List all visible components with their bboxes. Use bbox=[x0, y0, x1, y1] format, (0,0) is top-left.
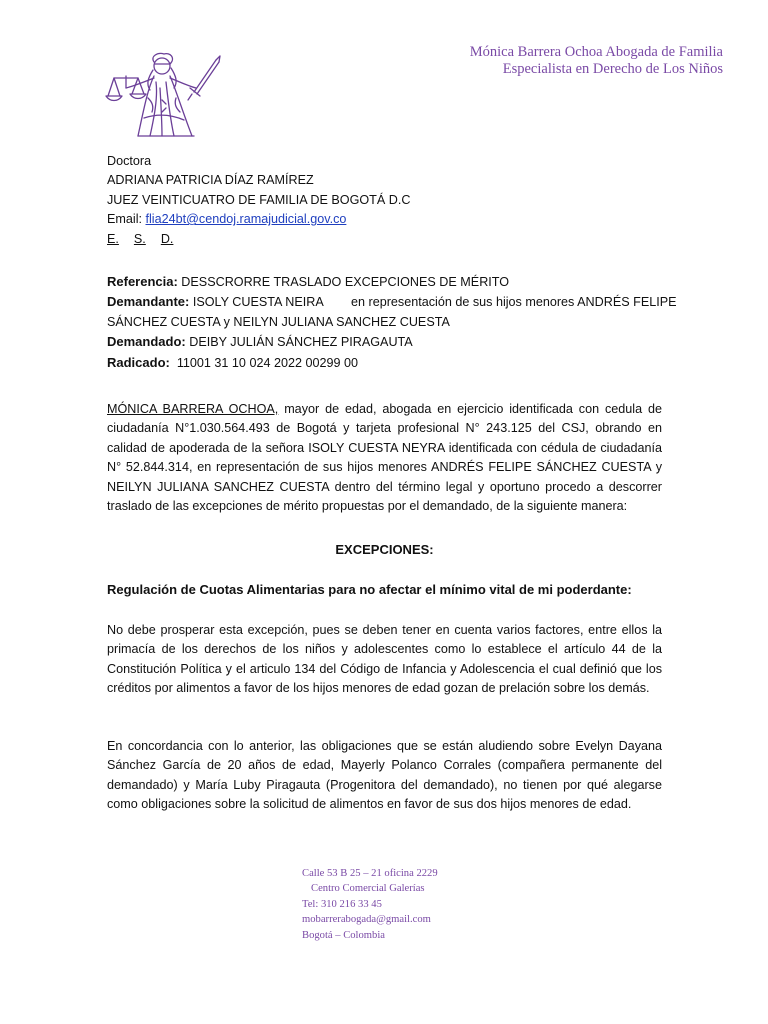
exception-subheading: Regulación de Cuotas Alimentarias para no afectar el mínimo vital de mi poderdante: bbox=[107, 582, 632, 597]
case-number-label: Radicado: bbox=[107, 354, 170, 370]
letterhead-specialty: Especialista en Derecho de Los Niños bbox=[502, 61, 723, 77]
footer-city: Bogotá – Colombia bbox=[302, 929, 385, 941]
intro-lead-name: MÓNICA BARRERA OCHOA, bbox=[107, 402, 279, 416]
esd-s: S. bbox=[133, 231, 146, 246]
case-number-row bbox=[107, 353, 662, 373]
plaintiff-label: Demandante: bbox=[107, 294, 190, 310]
email-label: Email: bbox=[107, 212, 146, 227]
court-name: JUEZ VEINTICUATRO DE FAMILIA DE BOGOTÁ D.C bbox=[107, 192, 411, 207]
footer-mall: Centro Comercial Galerías bbox=[311, 883, 425, 895]
footer-phone: Tel: 310 216 33 45 bbox=[302, 898, 382, 910]
esd-e: E. bbox=[107, 231, 119, 246]
addressee-block bbox=[107, 152, 662, 249]
salutation: Doctora bbox=[107, 154, 152, 168]
letterhead-name: Mónica Barrera Ochoa Abogada de Familia bbox=[469, 44, 723, 60]
defendant-row bbox=[107, 332, 662, 352]
reference-block bbox=[107, 272, 677, 373]
plaintiff-row-cont: SÁNCHEZ CUESTA y NEILYN JULIANA SANCHEZ CUESTA bbox=[107, 314, 450, 329]
reference-row bbox=[107, 272, 662, 292]
judge-name: ADRIANA PATRICIA DÍAZ RAMÍREZ bbox=[107, 173, 314, 188]
esd-line bbox=[107, 230, 662, 249]
footer-contact bbox=[302, 866, 438, 943]
plaintiff-row bbox=[107, 292, 677, 312]
reference-label: Referencia: bbox=[107, 274, 178, 289]
letterhead bbox=[470, 44, 723, 78]
paragraph-one: No debe prosperar esta excepción, pues se deben tener en cuenta varios factores, entre ellos la primacía de los derechos de los niños y adolescentes como lo establece el artículo 44 de la Constitución Política y el articulo 134 del Código de Infancia y Adolescencia el cual definió que los créditos por alimentos a favor de los hijos menores de edad gozan de prelación sobre los demás. bbox=[107, 623, 662, 696]
footer-email[interactable]: mobarrerabogada@gmail.com bbox=[302, 914, 431, 926]
email-line bbox=[107, 210, 662, 229]
defendant-label: Demandado: bbox=[107, 334, 186, 350]
paragraph-two: En concordancia con lo anterior, las obligaciones que se están aludiendo sobre Evelyn Dayana Sánchez García de 20 años de edad, Mayerly Polanco Corrales (compañera permanente del demandado) y María Luby Piragauta (Progenitora del demandado), no tienen por qué alegarse como obligaciones sobre la solicitud de alimentos en favor de sus dos hijos menores de edad. bbox=[107, 739, 662, 812]
court-email-link[interactable]: flia24bt@cendoj.ramajudicial.gov.co bbox=[145, 212, 347, 227]
reference-value: DESSCRORRE TRASLADO EXCEPCIONES DE MÉRITO bbox=[177, 275, 510, 289]
footer-address: Calle 53 B 25 – 21 oficina 2229 bbox=[302, 868, 438, 879]
intro-paragraph bbox=[107, 400, 662, 516]
section-title: EXCEPCIONES: bbox=[335, 542, 434, 557]
case-number-value: 11001 31 10 024 2022 00299 00 bbox=[169, 355, 358, 370]
plaintiff-value: ISOLY CUESTA NEIRA en representación de sus hijos menores ANDRÉS FELIPE bbox=[189, 295, 677, 310]
esd-d: D. bbox=[160, 231, 174, 246]
lady-justice-icon bbox=[104, 48, 228, 142]
intro-text: mayor de edad, abogada en ejercicio identificada con cedula de ciudadanía N°1.030.564.493 de Bogotá y tarjeta profesional N° 243.125 del CSJ, obrando en calidad de apoderada de la señora ISOLY CUESTA NEYRA identificada con cédula de ciudadanía N° 52.844.314, en representación de sus hijos menores ANDRÉS FELIPE SÁNCHEZ CUESTA y NEILYN JULIANA SANCHEZ CUESTA dentro del término legal y oportuno procedo a descorrer traslado de las excepciones de mérito propuestas por el demandado, de la siguiente manera: bbox=[107, 402, 662, 514]
defendant-value: DEIBY JULIÁN SÁNCHEZ PIRAGAUTA bbox=[185, 335, 413, 350]
